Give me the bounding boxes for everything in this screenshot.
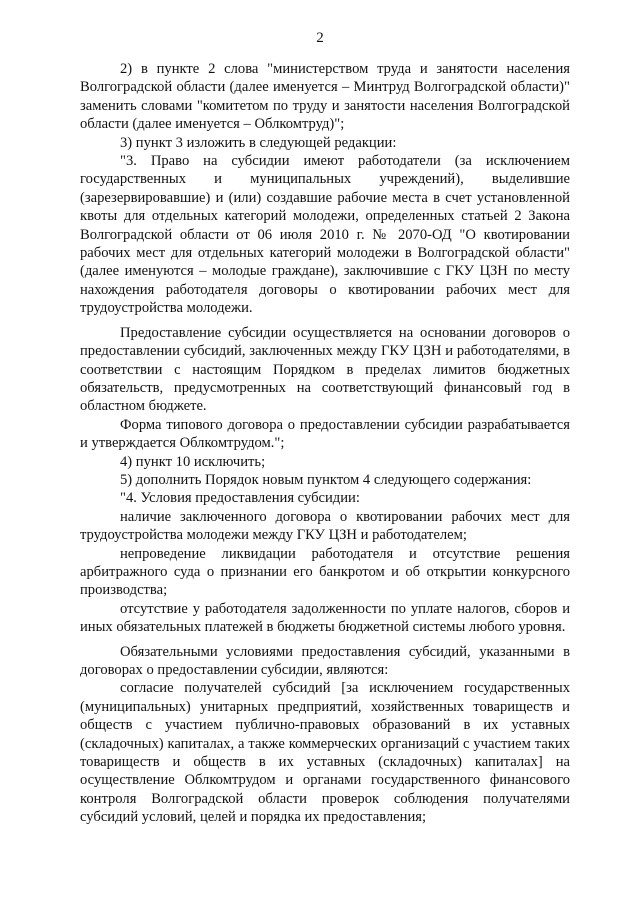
paragraph-condition-no-liquidation: непроведение ликвидации работодателя и отсутствие решения арбитражного суда о признании его банкротом и об открытии конкурсного производства; [80, 545, 570, 599]
paragraph-point-3-text: "3. Право на субсидии имеют работодатели (за исключением государственных и муниципальных учреждений), выделившие (зарезервировавшие) и (или) создавшие рабочие места в счет установленной квоты для отдельных категорий молодежи, определенных статьей 2 Закона Волгоградской области от 06 июля 2010 г. № 2070-ОД "О квотировании рабочих мест для отдельных категорий молодежи в Волгоградской области" (далее именуются – молодые граждане), заключившие с ГКУ ЦЗН по месту нахождения работодателя договоры о квотировании рабочих мест для трудоустройства молодежи. [80, 153, 570, 317]
page-number: 2 [316, 30, 324, 46]
paragraph-item-5: 5) дополнить Порядок новым пунктом 4 следующего содержания: [120, 471, 532, 488]
paragraph-item-3: 3) пункт 3 изложить в следующей редакции: [120, 134, 397, 151]
paragraph-mandatory-conditions: Обязательными условиями предоставления субсидий, указанными в договорах о предоставлении субсидии, являются: [80, 643, 570, 678]
paragraph-condition-contract: наличие заключенного договора о квотировании рабочих мест для трудоустройства молодежи между ГКУ ЦЗН и работодателем; [80, 508, 570, 544]
paragraph-item-2: 2) в пункте 2 слова "министерством труда и занятости населения Волгоградской области (далее именуется – Минтруд Волгоградской области)" заменить словами "комитетом по труду и занятости населения Волгоградской области (далее именуется – Облкомтруд)"; [80, 61, 570, 133]
paragraph-subsidy-basis: Предоставление субсидии осуществляется на основании договоров о предоставлении субсидий, заключенных между ГКУ ЦЗН и работодателями, в соответствии с настоящим Порядком в пределах лимитов бюджетных обязательств, предусмотренных на соответствующий финансовый год в областном бюджете. [80, 324, 570, 415]
paragraph-contract-form: Форма типового договора о предоставлении субсидии разрабатывается и утверждается Облкомтрудом."; [80, 416, 570, 452]
paragraph-conditions-heading: "4. Условия предоставления субсидии: [120, 490, 360, 507]
paragraph-item-4: 4) пункт 10 исключить; [120, 453, 266, 470]
paragraph-condition-no-debt: отсутствие у работодателя задолженности по уплате налогов, сборов и иных обязательных платежей в бюджеты бюджетной системы любого уровня. [80, 600, 570, 636]
document-body [80, 60, 570, 827]
paragraph-consent-audits: согласие получателей субсидий [за исключением государственных (муниципальных) унитарных предприятий, хозяйственных товариществ и обществ с участием публично-правовых образований в их уставных (складочных) капиталах, а также коммерческих организаций с участием таких товариществ и обществ в их уставных (складочных) капиталах] на осуществление Облкомтрудом и органами государственного финансового контроля Волгоградской области проверок соблюдения получателями субсидий условий, целей и порядка их предоставления; [80, 680, 570, 826]
